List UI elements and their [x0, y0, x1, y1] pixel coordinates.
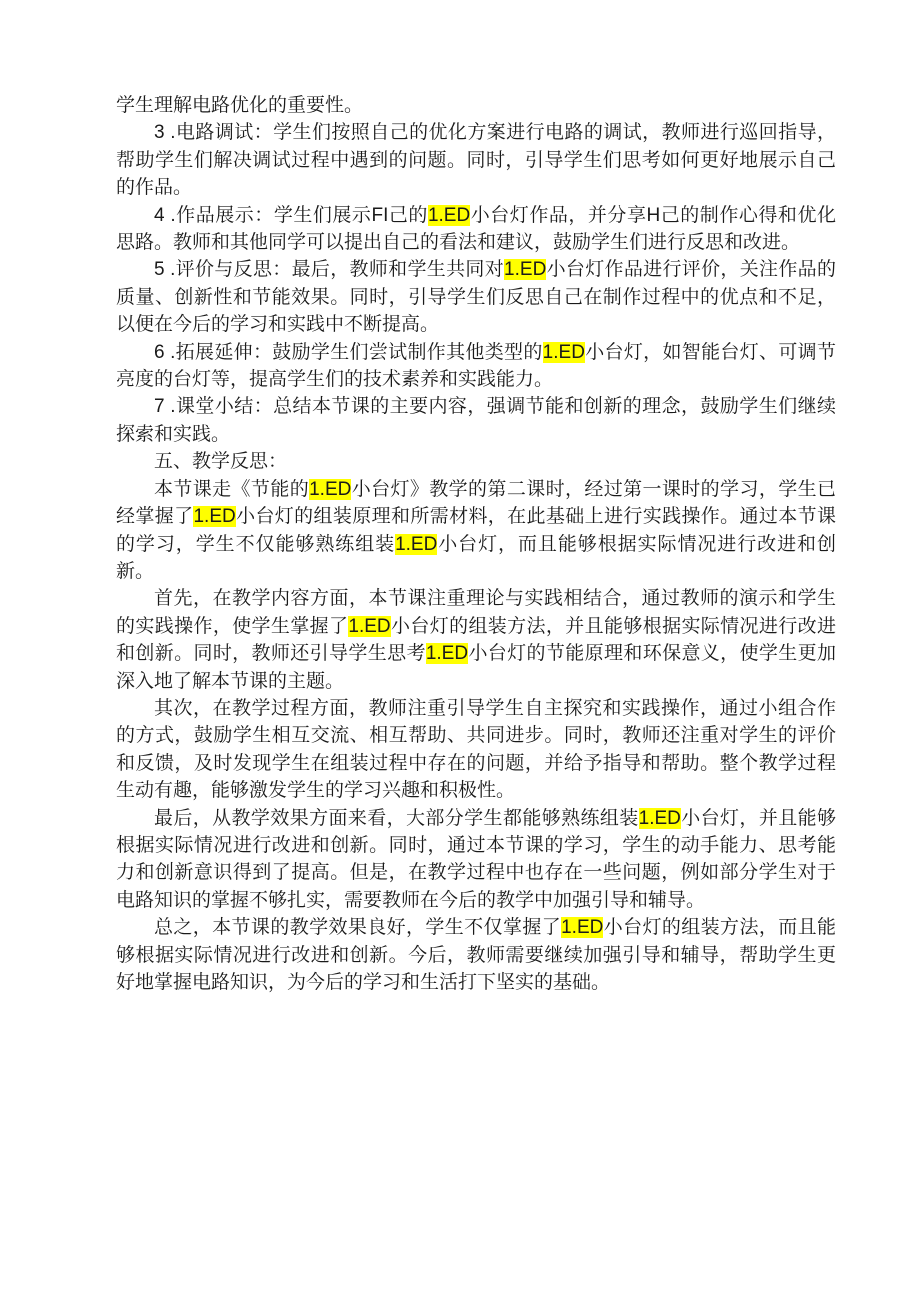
text-segment: 本节课走《节能的	[154, 477, 310, 500]
text-segment: H	[646, 204, 661, 226]
paragraph	[116, 119, 836, 201]
text-segment: 小台灯的组装原理和所需材料，在此基础上进行实践操作。通过本节课的学习，学生不仅能够熟练组装	[116, 505, 836, 555]
highlighted-term: 1.ED	[638, 807, 681, 829]
highlighted-term: 1.ED	[348, 615, 391, 637]
text-segment: FI	[371, 204, 389, 226]
paragraph	[116, 585, 836, 695]
text-segment: 首先，在教学内容方面，本节课注重理论与实践相结合，通过教师的演示和学生的实践操作，使学生掌握了	[116, 587, 836, 637]
paragraph	[116, 92, 836, 119]
text-segment: 总之，本节课的教学效果良好，学生不仅掌握了	[154, 916, 562, 939]
highlighted-term: 1.ED	[193, 506, 236, 528]
text-segment: 小台灯，如智能台灯、可调节亮度的台灯等，提高学生们的技术素养和实践能力。	[116, 340, 836, 391]
text-segment: 小台灯的组装方法，而且能够根据实际情况进行改进和创新。今后，教师需要继续加强引导和辅导，帮助学生更好地掌握电路知识，为今后的学习和生活打下坚实的基础。	[116, 916, 836, 993]
paragraph	[116, 476, 836, 586]
text-segment: 小台灯，并且能够根据实际情况进行改进和创新。同时，通过本节课的学习，学生的动手能力、思考能力和创新意识得到了提高。但是，在教学过程中也存在一些问题，例如部分学生对于电路知识的掌握不够扎实，需要教师在今后的教学中加强引导和辅导。	[116, 806, 836, 911]
paragraph	[116, 202, 836, 257]
text-segment: 5 .	[154, 259, 176, 281]
paragraph	[116, 339, 836, 394]
highlighted-term: 1.ED	[425, 643, 469, 665]
text-segment: 作品展示：学生们展示	[175, 203, 372, 226]
text-segment: 五、教学反思：	[154, 450, 288, 473]
text-segment: 6 .	[154, 341, 176, 363]
paragraph	[116, 914, 836, 996]
text-segment: 课堂小结：总结本节课的主要内容，强调节能和创新的理念，鼓励学生们继续探索和实践。	[116, 395, 836, 445]
text-segment: 小台灯的组装方法，并且能够根据实际情况进行改进和创新。同时，教师还引导学生思考	[116, 614, 836, 665]
text-segment: 7 .	[154, 396, 176, 418]
text-segment: 学生理解电路优化的重要性。	[116, 94, 364, 116]
paragraph	[116, 448, 836, 475]
paragraph	[116, 695, 836, 805]
highlighted-term: 1.ED	[504, 259, 547, 281]
highlighted-term: 1.ED	[561, 917, 604, 939]
text-segment: 评价与反思：最后，教师和学生共同对	[175, 258, 505, 281]
text-segment: 小台灯作品进行评价，关注作品的质量、创新性和节能效果。同时，引导学生们反思自己在制作过程中的优点和不足，以便在今后的学习和实践中不断提高。	[116, 258, 836, 336]
document-body	[116, 92, 836, 996]
text-segment: 电路调试：学生们按照自己的优化方案进行电路的调试，教师进行巡回指导，帮助学生们解决调试过程中遇到的问题。同时，引导学生们思考如何更好地展示自己的作品。	[116, 121, 836, 199]
text-segment: 己的制作心得和优化思路。教师和其他同学可以提出自己的看法和建议，鼓励学生们进行反思和改进。	[116, 203, 836, 254]
text-segment: 己的	[388, 203, 428, 226]
text-segment: 小台灯作品，并分享	[470, 203, 647, 226]
paragraph	[116, 805, 836, 915]
text-segment: 4 .	[154, 204, 176, 226]
text-segment: 3 .	[154, 122, 176, 144]
highlighted-term: 1.ED	[309, 478, 352, 500]
text-segment: 小台灯，而且能够根据实际情况进行改进和创新。	[116, 532, 836, 582]
highlighted-term: 1.ED	[395, 533, 438, 555]
highlighted-term: 1.ED	[427, 204, 471, 226]
text-segment: 最后，从教学效果方面来看，大部分学生都能够熟练组装	[154, 806, 639, 829]
paragraph	[116, 256, 836, 338]
highlighted-term: 1.ED	[542, 341, 585, 363]
text-segment: 小台灯》教学的第二课时，经过第一课时的学习，学生已经掌握了	[116, 477, 836, 528]
text-segment: 小台灯的节能原理和环保意义，使学生更加深入地了解本节课的主题。	[116, 642, 836, 692]
text-segment: 其次，在教学过程方面，教师注重引导学生自主探究和实践操作，通过小组合作的方式，鼓励学生相互交流、相互帮助、共同进步。同时，教师还注重对学生的评价和反馈，及时发现学生在组装过程中存在的问题，并给予指导和帮助。整个教学过程生动有趣，能够激发学生的学习兴趣和积极性。	[116, 696, 836, 802]
paragraph	[116, 393, 836, 448]
text-segment: 拓展延伸：鼓励学生们尝试制作其他类型的	[175, 340, 543, 363]
